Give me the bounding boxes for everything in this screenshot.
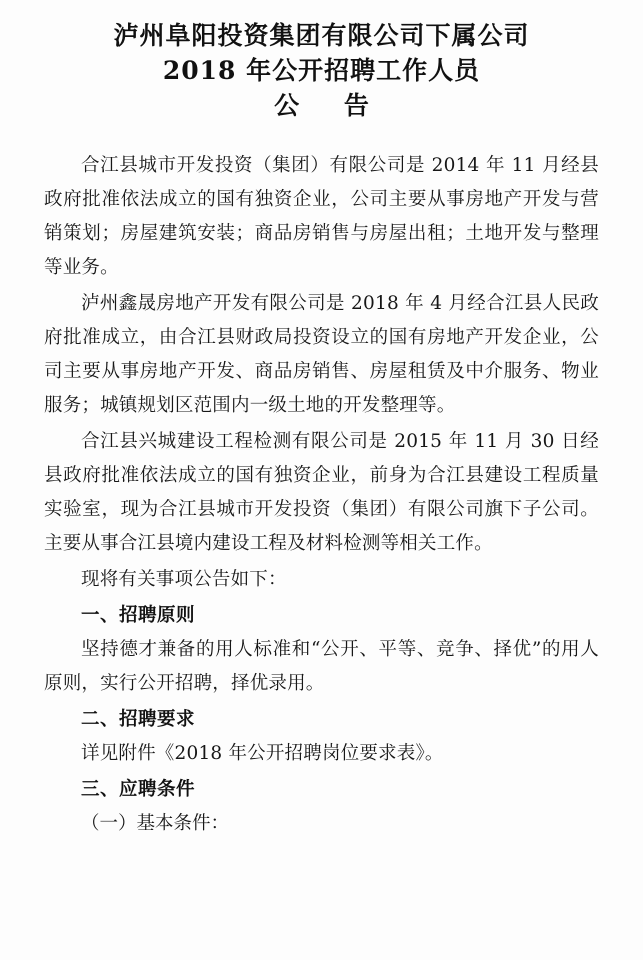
paragraph-company-2: 泸州鑫晟房地产开发有限公司是 2018 年 4 月经合江县人民政府批准成立，由合江县财政局投资设立的国有房地产开发企业，公司主要从事房地产开发、商品房销售、房屋租赁及中介服务、物业服务；城镇规划区范围内一级土地的开发整理等。 — [44, 293, 599, 416]
section-heading-2: 二、招聘要求 — [81, 709, 196, 730]
section-heading-3: 三、应聘条件 — [81, 779, 196, 800]
paragraph-notice-intro: 现将有关事项公告如下： — [81, 569, 287, 590]
section-body-3: （一）基本条件： — [81, 813, 230, 834]
paragraph-company-3: 合江县兴城建设工程检测有限公司是 2015 年 11 月 30 日经县政府批准依法成立的国有独资企业，前身为合江县建设工程质量实验室，现为合江县城市开发投资（集团）有限公司旗下子公司。主要从事合江县境内建设工程及材料检测等相关工作。 — [44, 431, 599, 554]
paragraph-company-1: 合江县城市开发投资（集团）有限公司是 2014 年 11 月经县政府批准依法成立的国有独资企业，公司主要从事房地产开发与营销策划；房屋建筑安装；商品房销售与房屋出租；土地开发与整理等业务。 — [44, 155, 599, 278]
title-line-1: 泸州阜阳投资集团有限公司下属公司 — [113, 21, 530, 50]
title-line-2: 2018 年公开招聘工作人员 — [162, 56, 481, 85]
section-heading-1: 一、招聘原则 — [81, 605, 196, 626]
document-title-block — [44, 18, 599, 123]
section-body-1: 坚持德才兼备的用人标准和“公开、平等、竞争、择优”的用人原则，实行公开招聘，择优录用。 — [44, 639, 599, 694]
section-body-2: 详见附件《2018 年公开招聘岗位要求表》。 — [81, 743, 444, 764]
title-line-3: 公 告 — [274, 91, 387, 120]
